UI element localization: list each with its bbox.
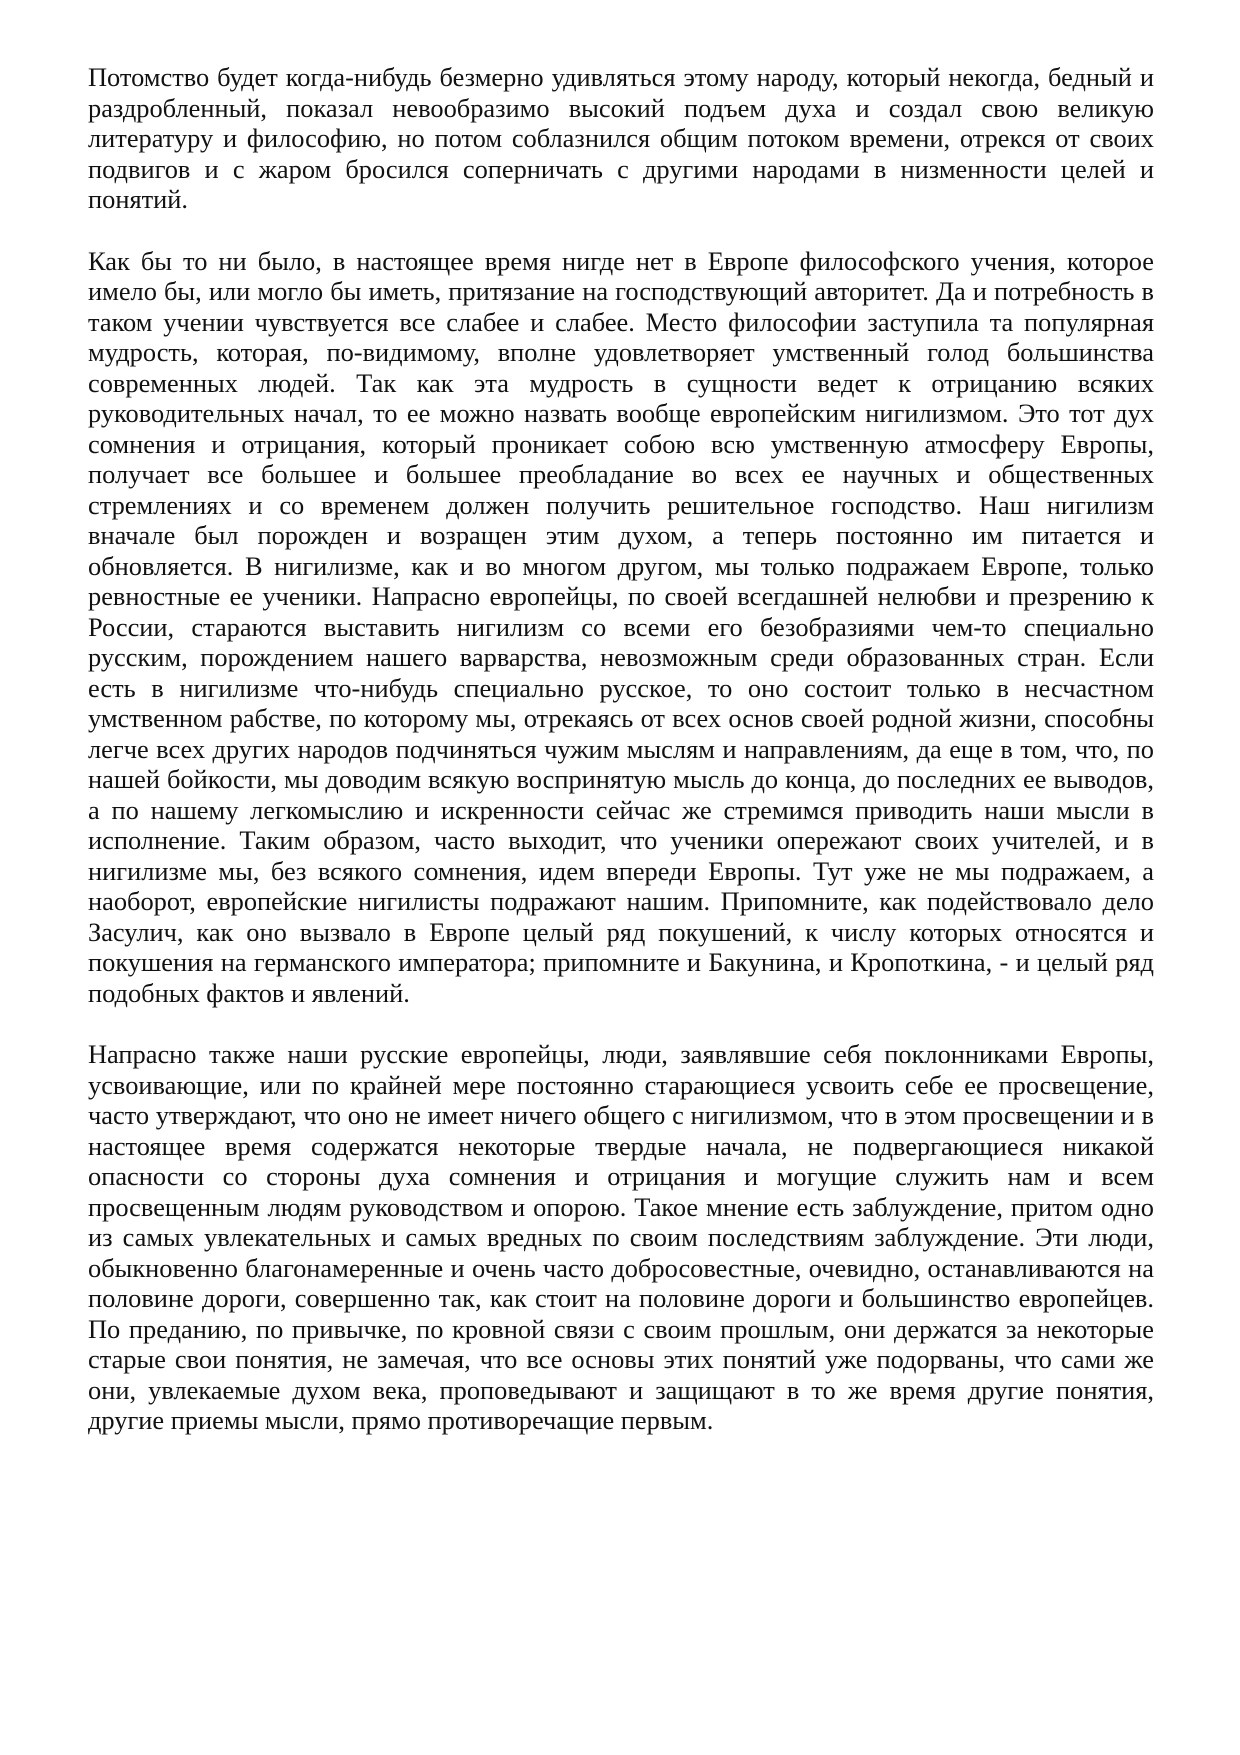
paragraph-3: Напрасно также наши русские европейцы, люди, заявлявшие себя поклонниками Европы, усвоивающие, или по крайней мере постоянно старающиеся усвоить себе ее просвещение, часто утверждают, что оно не имеет ничего общего с нигилизмом, что в этом просвещении и в настоящее время содержатся некоторые твердые начала, не подвергающиеся никакой опасности со стороны духа сомнения и отрицания и могущие служить нам и всем просвещенным людям руководством и опорою. Такое мнение есть заблуждение, притом одно из самых увлекательных и самых вредных по своим последствиям заблуждение. Эти люди, обыкновенно благонамеренные и очень часто добросовестные, очевидно, останавливаются на половине дороги, совершенно так, как стоит на половине дороги и большинство европейцев. По преданию, по привычке, по кровной связи с своим прошлым, они держатся за некоторые старые свои понятия, не замечая, что все основы этих понятий уже подорваны, что сами же они, увлекаемые духом века, проповедывают и защищают в то же время другие понятия, другие приемы мысли, прямо противоречащие первым. bbox=[88, 1039, 1154, 1435]
paragraph-1: Потомство будет когда-нибудь безмерно удивляться этому народу, который некогда, бедный и раздробленный, показал невообразимо высокий подъем духа и создал свою великую литературу и философию, но потом соблазнился общим потоком времени, отрекся от своих подвигов и с жаром бросился соперничать с другими народами в низменности целей и понятий. bbox=[88, 62, 1154, 214]
document-body bbox=[88, 62, 1154, 1436]
paragraph-2: Как бы то ни было, в настоящее время нигде нет в Европе философского учения, которое имело бы, или могло бы иметь, притязание на господствующий авторитет. Да и потребность в таком учении чувствуется все слабее и слабее. Место философии заступила та популярная мудрость, которая, по-видимому, вполне удовлетворяет умственный голод большинства современных людей. Так как эта мудрость в сущности ведет к отрицанию всяких руководительных начал, то ее можно назвать вообще европейским нигилизмом. Это тот дух сомнения и отрицания, который проникает собою всю умственную атмосферу Европы, получает все большее и большее преобладание во всех ее научных и общественных стремлениях и со временем должен получить решительное господство. Наш нигилизм вначале был порожден и возращен этим духом, а теперь постоянно им питается и обновляется. В нигилизме, как и во многом другом, мы только подражаем Европе, только ревностные ее ученики. Напрасно европейцы, по своей всегдашней нелюбви и презрению к России, стараются выставить нигилизм со всеми его безобразиями чем-то специально русским, порождением нашего варварства, невозможным среди образованных стран. Если есть в нигилизме что-нибудь специально русское, то оно состоит только в несчастном умственном рабстве, по которому мы, отрекаясь от всех основ своей родной жизни, способны легче всех других народов подчиняться чужим мыслям и направлениям, да еще в том, что, по нашей бойкости, мы доводим всякую воспринятую мысль до конца, до последних ее выводов, а по нашему легкомыслию и искренности сейчас же стремимся приводить наши мысли в исполнение. Таким образом, часто выходит, что ученики опережают своих учителей, и в нигилизме мы, без всякого сомнения, идем впереди Европы. Тут уже не мы подражаем, а наоборот, европейские нигилисты подражают нашим. Припомните, как подействовало дело Засулич, как оно вызвало в Европе целый ряд покушений, к числу которых относятся и покушения на германского императора; припомните и Бакунина, и Кропоткина, - и целый ряд подобных фактов и явлений. bbox=[88, 245, 1154, 1008]
